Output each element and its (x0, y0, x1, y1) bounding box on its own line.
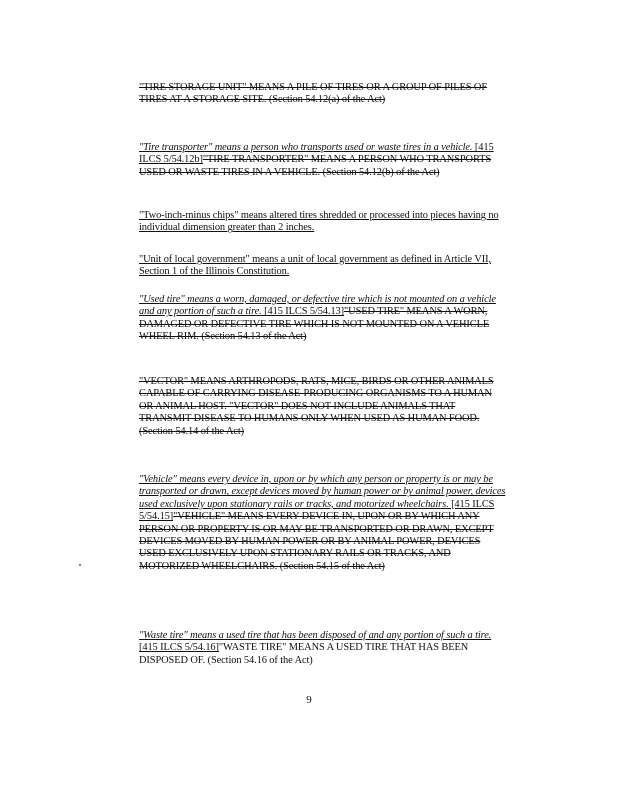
inserted-italic-text: "Tire transporter" means a person who transports used or waste tires in a vehicle. (139, 142, 473, 153)
deleted-text: "TIRE TRANSPORTER" MEANS A PERSON WHO TRANSPORTS USED OR WASTE TIRES IN A VEHICLE. (Section 54.12(b) of the Act) (139, 154, 492, 178)
inserted-text: "Unit of local government" means a unit of local government as defined in Article VII, Section 1 of the Illinois Constitution. (139, 254, 492, 278)
definition-unit-of-local-government (139, 254, 507, 279)
citation-text: [415 ILCS 5/54.15] (139, 498, 495, 523)
deleted-text: "VECTOR" MEANS ARTHROPODS, RATS, MICE, BIRDS OR OTHER ANIMALS CAPABLE OF CARRYING DISEASE-PRODUCING ORGANISMS TO A HUMAN OR ANIMAL HOST. "VECTOR" DOES NOT INCLUDE ANIMALS THAT TRANSMIT DISEASE TO HUMANS ONLY WHEN USED AS HUMAN FOOD. (Section 54.14 of the Act) (139, 376, 494, 437)
inserted-text: "Two-inch-minus chips" means altered tires shredded or processed into pieces having no individual dimension greater than 2 inches. (139, 210, 499, 234)
definition-tire-storage-unit (139, 82, 507, 107)
definition-two-inch-minus-chips (139, 210, 507, 235)
scan-speck (79, 564, 81, 566)
definition-tire-transporter (139, 142, 507, 179)
definition-waste-tire (139, 630, 507, 667)
citation-text: [415 ILCS 5/54.16] (139, 642, 219, 654)
capitalized-text: "WASTE TIRE" MEANS A USED TIRE THAT HAS BEEN DISPOSED OF. (Section 54.16 of the Act) (139, 642, 469, 666)
citation-text: [415 ILCS 5/54.13] (261, 306, 345, 318)
definition-vehicle (139, 474, 507, 573)
citation-text: [415 ILCS 5/54.12b] (139, 142, 494, 166)
deleted-text: "USED TIRE" MEANS A WORN, DAMAGED OR DEFECTIVE TIRE WHICH IS NOT MOUNTED ON A VEHICLE WHEEL RIM. (Section 54.13 of the Act) (139, 306, 490, 343)
definition-vector (139, 376, 507, 438)
inserted-italic-text: "Waste tire" means a used tire that has been disposed of and any portion of such a tire. (139, 630, 492, 641)
definition-used-tire (139, 294, 507, 344)
inserted-italic-text: "Vehicle" means every device in, upon or by which any person or property is or may be transported or drawn, except devices moved by human power or by animal power, devices used exclusively upon stationary rails or tracks, and motorized wheelchairs. (139, 474, 506, 510)
inserted-italic-text: "Used tire" means a worn, damaged, or defective tire which is not mounted on a vehicle and any portion of such a tire. (139, 294, 496, 318)
page-number: 9 (306, 694, 312, 706)
deleted-text: "VEHICLE" MEANS EVERY DEVICE IN, UPON OR BY WHICH ANY PERSON OR PROPERTY IS OR MAY BE TRANSPORTED OR DRAWN, EXCEPT DEVICES MOVED BY HUMAN POWER OR BY ANIMAL POWER, DEVICES USED EXCLUSIVELY UPON STATIONARY RAILS OR TRACKS, AND MOTORIZED WHEELCHAIRS. (Section 54.15 of the Act) (139, 511, 494, 572)
deleted-text: "TIRE STORAGE UNIT" MEANS A PILE OF TIRES OR A GROUP OF PILES OF TIRES AT A STORAGE SITE. (Section 54.12(a) of the Act) (139, 82, 488, 106)
